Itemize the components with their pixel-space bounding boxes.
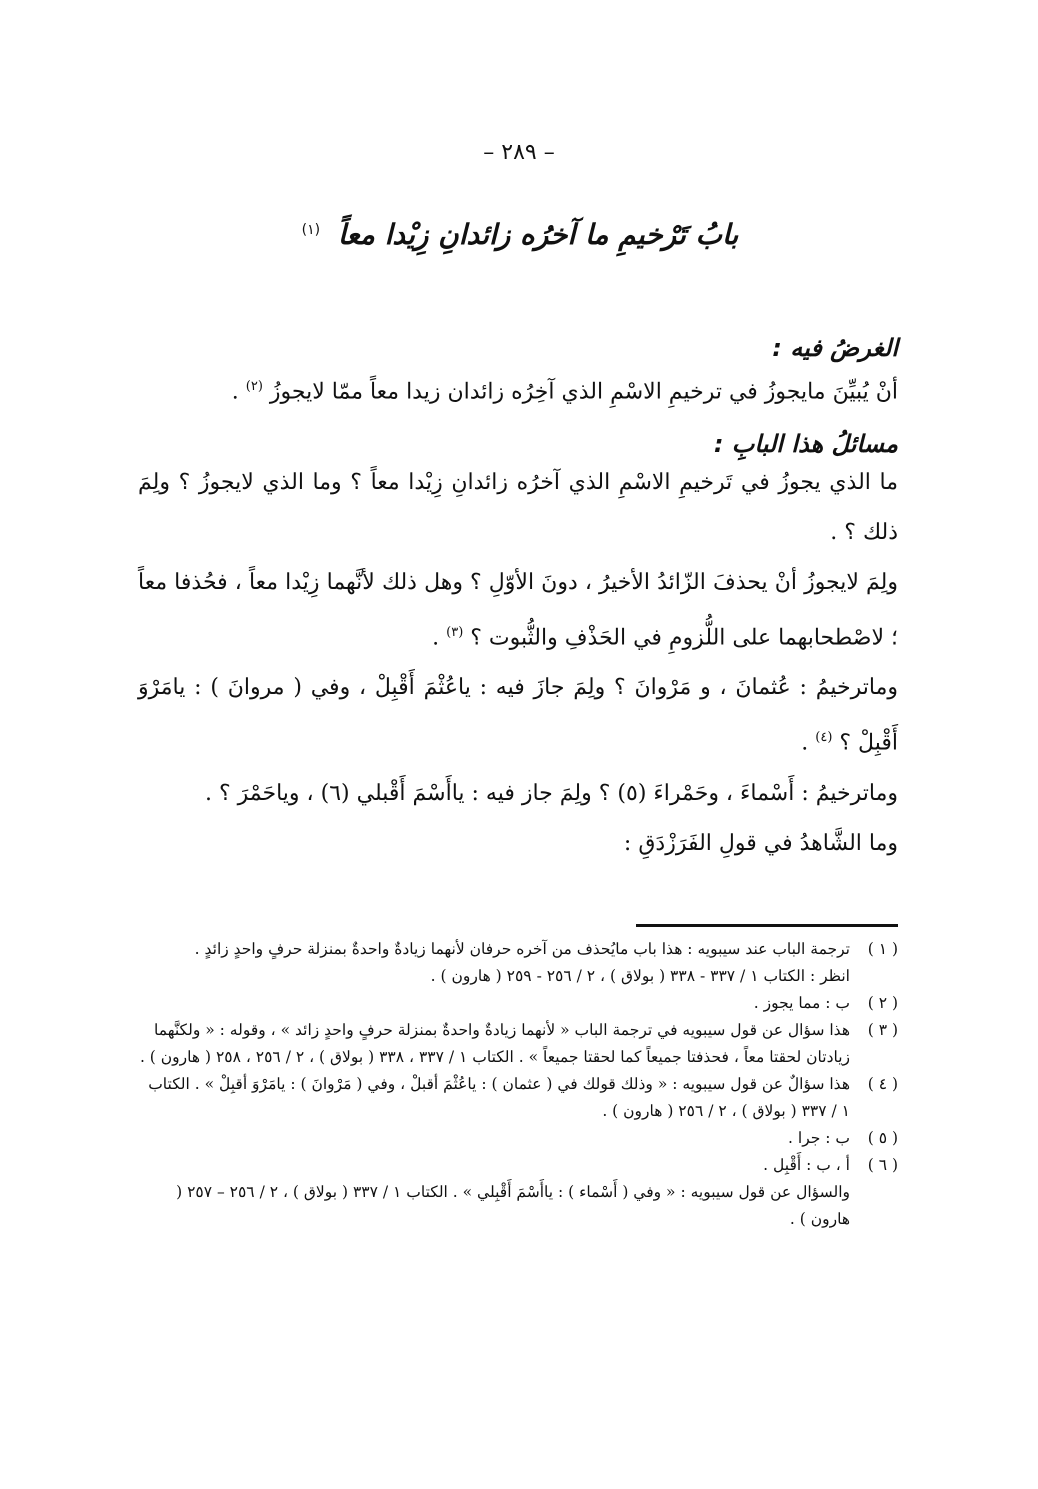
footnote-text: هذا سؤال عن قول سيبويه في ترجمة الباب « لأنهما زيادةٌ واحدةٌ بمنزلة حرفٍ واحدٍ زائد » ، وقوله : « ولكنَّهما زيادتان لحقتا معاً ، فحذفتا جميعاً كما لحقتا جميعاً » . الكتاب ١ / ٣٣٧ ، ٣٣٨ ( بولاق ) ، ٢ / ٢٥٦ ، ٢٥٨ ( هارون ) . [139,1021,850,1066]
footnote-text: ب : مما يجوز . [753,994,850,1012]
footnote-text: ب : جرا . [788,1129,850,1147]
footnote-6 [138,1152,898,1179]
footnote-number: ( ٥ ) [867,1129,898,1147]
footnote-number: ( ٦ ) [867,1156,898,1174]
issue-text: ولِمَ لايجوزُ أنْ يحذفَ الزّائدُ الأخيرُ ، دونَ الأوّلِ ؟ وهل ذلك لأنَّهما زِيْدا معاً ، فحُذفا معاً ؛ لاصْطحابهما على اللُّزومِ في الحَذْفِ والثُّبوت ؟ [138,570,898,651]
issues-section [138,430,898,869]
chapter-footnote-ref: (١) [301,221,321,238]
purpose-text-end: . [231,379,239,405]
footnote-2 [138,990,898,1017]
issue-text: وماترخيمُ : أَسْماءَ ، وحَمْراءَ (٥) ؟ ولِمَ جاز فيه : ياأَسْمَ أَقْبلي (٦) ، وياحَمْرَ ؟ . [204,780,898,806]
footnotes [138,936,898,1233]
issue-text: وما الشَّاهدُ في قولِ الفَرَزْدَقِ : [623,830,898,856]
footnote-number: ( ١ ) [867,940,898,958]
footnote-1 [138,936,898,963]
issue-footnote-ref: (٤) [815,730,833,746]
page-number: – ٢٨٩ – [483,140,555,165]
footnote-3 [138,1017,898,1071]
purpose-heading: الغرضُ فيه : [772,334,898,362]
issue-paragraph-1 [138,458,898,558]
issue-text-end: . [801,730,809,756]
purpose-section [138,334,898,417]
purpose-footnote-ref: (٢) [245,379,263,394]
issue-paragraph-3 [138,663,898,768]
chapter-title [140,218,900,251]
purpose-text-body: أنْ يُبيِّنَ مايجوزُ في ترخيمِ الاسْمِ الذي آخِرُه زائدان زيدا معاً ممّا لايجوزُ [269,379,898,405]
issue-text-end: . [432,625,440,651]
issue-paragraph-2 [138,558,898,663]
issue-footnote-ref: (٣) [446,625,464,640]
footnote-number: ( ٤ ) [867,1075,898,1093]
issue-text: ما الذي يجوزُ في تَرخيمِ الاسْمِ الذي آخرُه زائدانِ زِيْدا معاً ؟ وما الذي لايجوزُ ؟ ولِمَ ذلك ؟ . [138,470,898,545]
footnote-divider [636,924,898,927]
issue-paragraph-5 [138,819,898,869]
footnote-text: هذا سؤالٌ عن قول سيبويه : « وذلك قولك في ( عثمان ) : ياعُثْمَ أقبلْ ، وفي ( مَرْوانَ ) : يامَرْوَ أقبِلْ » . الكتاب ١ / ٣٣٧ ( بولاق ) ، ٢ / ٢٥٦ ( هارون ) . [148,1075,850,1120]
footnote-continuation: والسؤال عن قول سيبويه : « وفي ( أَسْماء ) : ياأَسْمَ أَقْبِلي » . الكتاب ١ / ٣٣٧ ( بولاق ) ، ٢ / ٢٥٦ – ٢٥٧ ( هارون ) . [176,1183,850,1228]
footnote-5 [138,1125,898,1152]
footnote-text: أ ، ب : أَقْبِل . [763,1156,850,1174]
footnote-4 [138,1071,898,1125]
issues-heading: مسائلُ هذا البابِ : [713,430,898,458]
chapter-title-text: بابُ تَرْخيمِ ما آخرُه زائدانِ زِيْدا معاً [337,218,739,251]
footnote-number: ( ٣ ) [867,1021,898,1039]
footnote-number: ( ٢ ) [867,994,898,1012]
footnote-text: ترجمة الباب عند سيبويه : هذا باب مايُحذف من آخره حرفان لأنهما زيادةٌ واحدةٌ بمنزلة حرفٍ واحدٍ زائدٍ . [194,940,850,958]
issue-text: وماترخيمُ : عُثمانَ ، و مَرْوانَ ؟ ولِمَ جازَ فيه : ياعُثْمَ أَقْبِلْ ، وفي ( مروانَ ) : يامَرْوَ أَقْبِلْ ؟ [138,675,898,756]
issue-paragraph-4 [138,769,898,819]
purpose-text [138,362,898,417]
footnote-continuation: انظر : الكتاب ١ / ٣٣٧ - ٣٣٨ ( بولاق ) ، ٢ / ٢٥٦ - ٢٥٩ ( هارون ) . [430,967,850,985]
